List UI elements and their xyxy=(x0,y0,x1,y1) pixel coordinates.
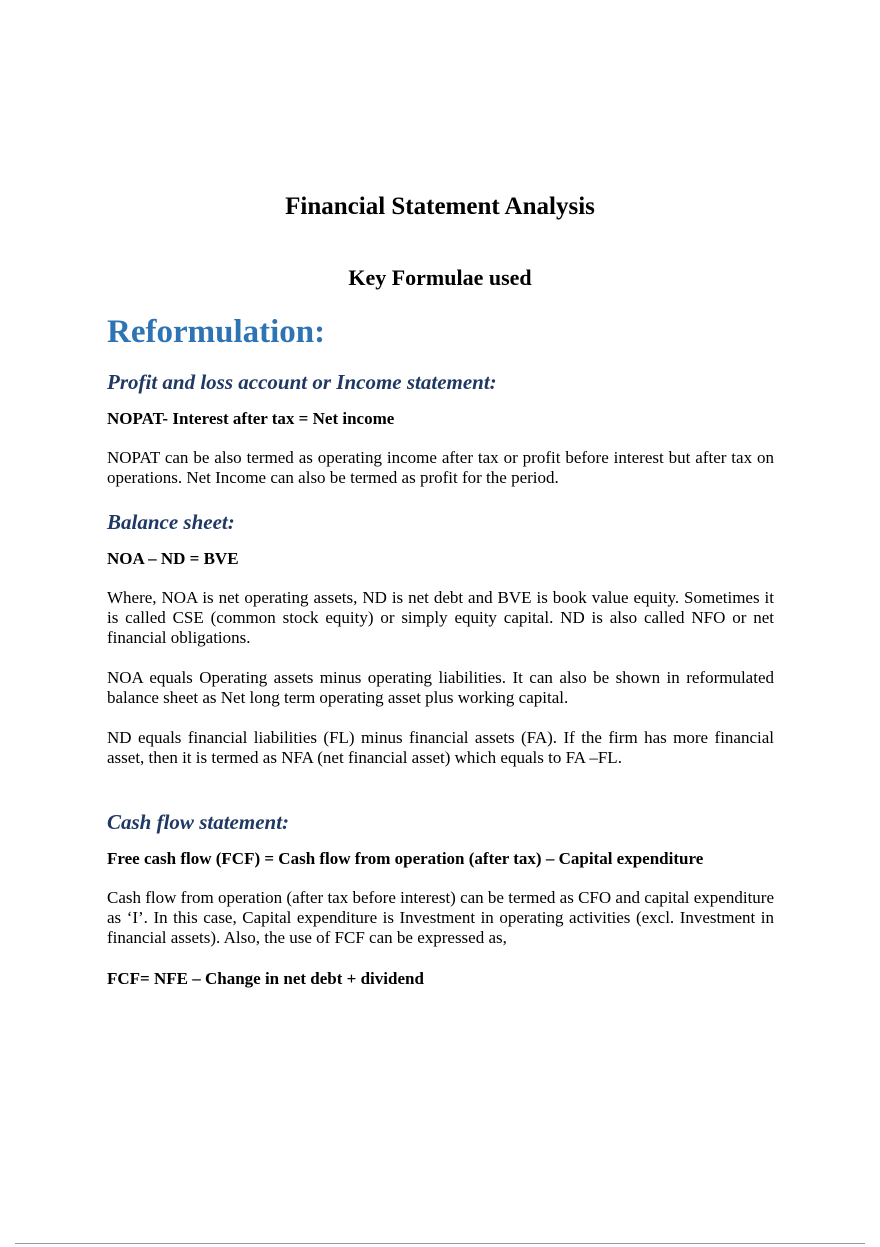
formula-net-income: NOPAT- Interest after tax = Net income xyxy=(107,409,395,428)
section-heading-reformulation: Reformulation: xyxy=(107,314,326,350)
paragraph-nd-equals: ND equals financial liabilities (FL) minus financial assets (FA). If the firm has more financial asset, then it is termed as NFA (net financial asset) which equals to FA –FL. xyxy=(107,728,774,767)
subheading-income-statement: Profit and loss account or Income statement: xyxy=(107,370,497,394)
formula-bve: NOA – ND = BVE xyxy=(107,549,239,568)
paragraph-noa-definition: Where, NOA is net operating assets, ND is net debt and BVE is book value equity. Sometimes it is called CSE (common stock equity) or simply equity capital. ND is also called NFO or net financial obligations. xyxy=(107,588,774,647)
paragraph-nopat: NOPAT can be also termed as operating income after tax or profit before interest but after tax on operations. Net Income can also be termed as profit for the period. xyxy=(107,448,774,487)
subheading-balance-sheet: Balance sheet: xyxy=(107,510,235,534)
document-subtitle: Key Formulae used xyxy=(348,265,532,290)
paragraph-noa-equals: NOA equals Operating assets minus operating liabilities. It can also be shown in reformulated balance sheet as Net long term operating asset plus working capital. xyxy=(107,668,774,707)
subheading-cash-flow: Cash flow statement: xyxy=(107,810,290,834)
footer-rule xyxy=(15,1243,865,1244)
formula-fcf: Free cash flow (FCF) = Cash flow from operation (after tax) – Capital expenditure xyxy=(107,849,704,868)
paragraph-cfo: Cash flow from operation (after tax before interest) can be termed as CFO and capital expenditure as ‘I’. In this case, Capital expenditure is Investment in operating activities (excl. Investment in financial assets). Also, the use of FCF can be expressed as, xyxy=(107,888,774,947)
formula-fcf-use: FCF= NFE – Change in net debt + dividend xyxy=(107,969,424,988)
document-title: Financial Statement Analysis xyxy=(285,193,595,220)
document-body xyxy=(107,310,774,1008)
